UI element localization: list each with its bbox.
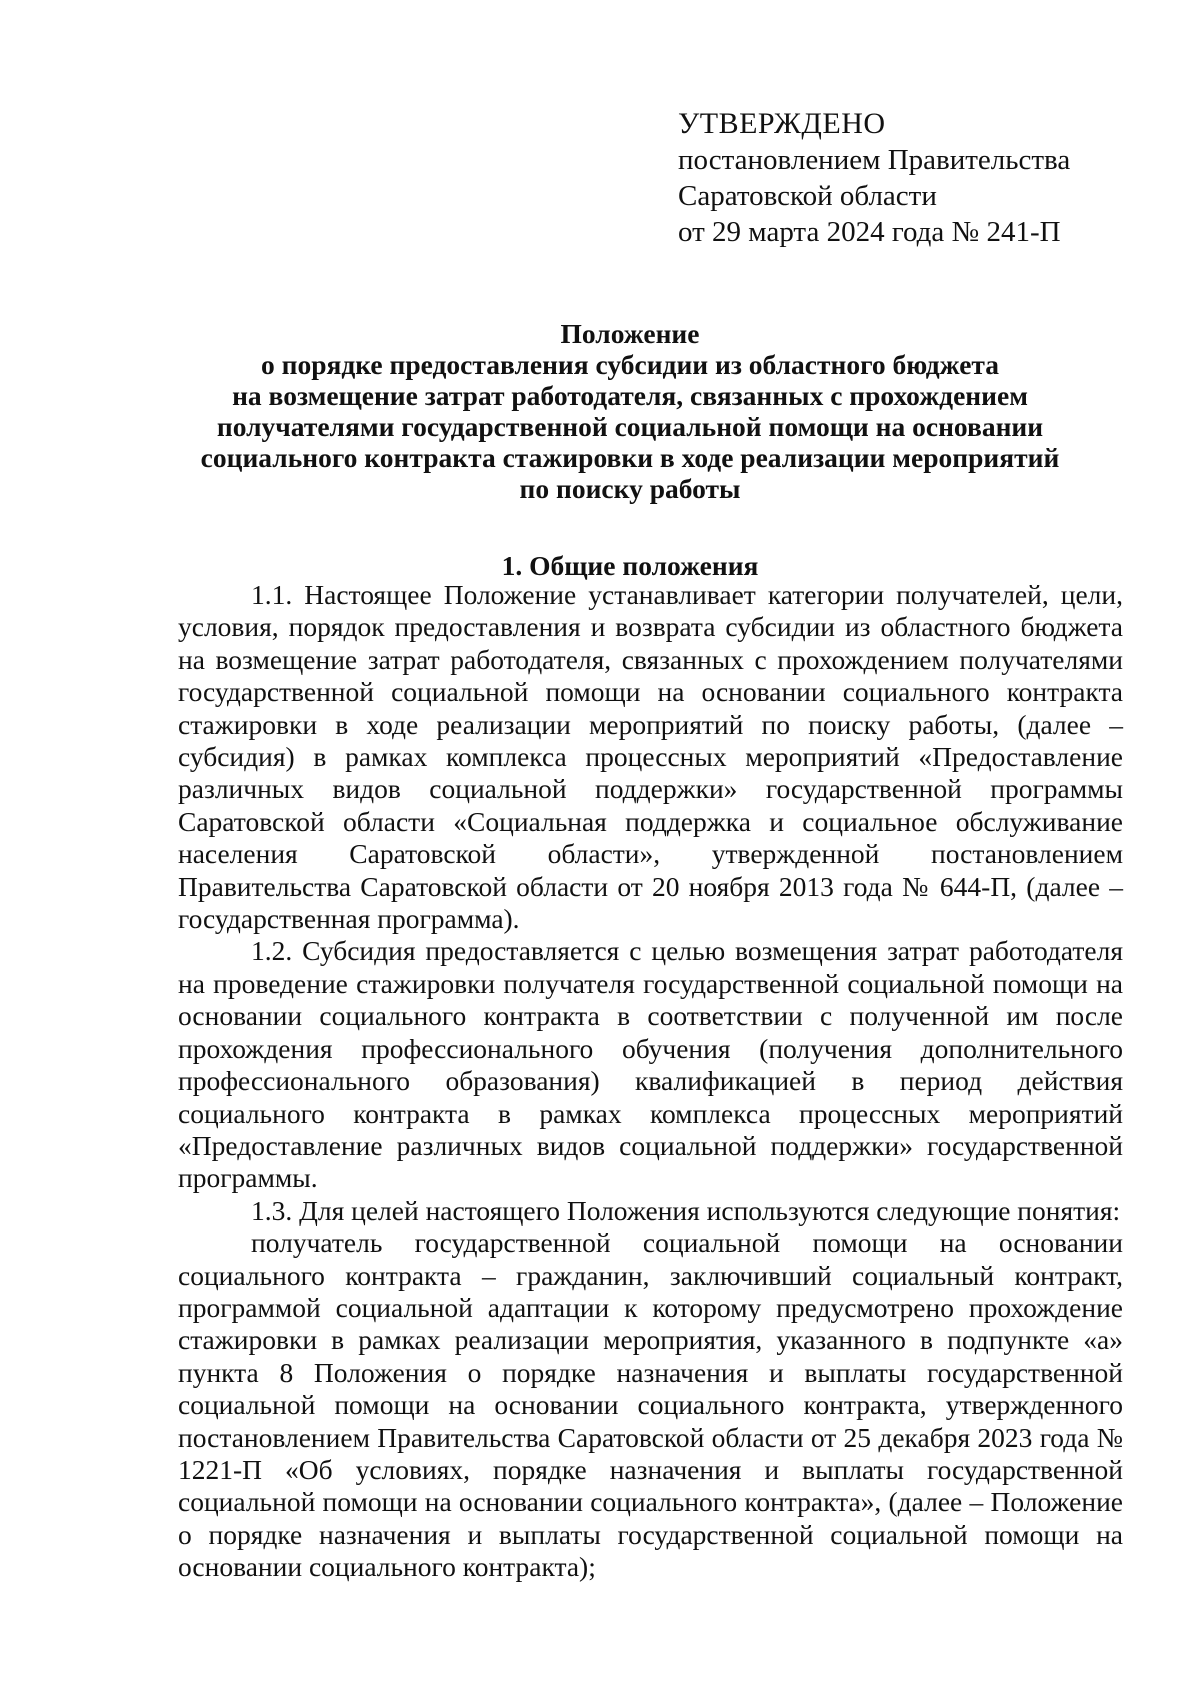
approval-block — [678, 106, 1070, 250]
title-line: социального контракта стажировки в ходе реализации мероприятий — [200, 442, 1060, 473]
section-heading: 1. Общие положения — [501, 550, 759, 581]
approval-stamp: УТВЕРЖДЕНО — [678, 107, 886, 140]
paragraph-1-2: 1.2. Субсидия предоставляется с целью возмещения затрат работодателя на проведение стажировки получателя государственной социальной помощи на основании социального контракта в соответствии с полученной им после прохождения профессионального обучения (получения дополнительного профессионального образования) квалификацией в период действия социального контракта в рамках комплекса процессных мероприятий «Предоставление различных видов социальной поддержки» государственной программы. — [178, 935, 1123, 1194]
title-line: Положение — [560, 318, 700, 349]
approval-line: от 29 марта 2024 года № 241-П — [678, 216, 1061, 248]
title-line: получателями государственной социальной помощи на основании — [216, 411, 1044, 442]
paragraph-1-3: 1.3. Для целей настоящего Положения используются следующие понятия: — [251, 1194, 1121, 1226]
document-title — [160, 318, 1100, 504]
approval-line: постановлением Правительства — [678, 144, 1071, 176]
paragraph-1-1: 1.1. Настоящее Положение устанавливает категории получателей, цели, условия, порядок предоставления и возврата субсидии из областного бюджета на возмещение затрат работодателя, связанных с прохождением получателями государственной социальной помощи на основании социального контракта стажировки в ходе реализации мероприятий по поиску работы, (далее – субсидия) в рамках комплекса процессных мероприятий «Предоставление различных видов социальной поддержки» государственной программы Саратовской области «Социальная поддержка и социальное обслуживание населения Саратовской области», утвержденной постановлением Правительства Саратовской области от 20 ноября 2013 года № 644-П, (далее – государственная программа). — [178, 579, 1123, 935]
approval-line: Саратовской области — [678, 180, 937, 212]
paragraph-1-3-definition: получатель государственной социальной помощи на основании социального контракта – гражданин, заключивший социальный контракт, программой социальной адаптации к которому предусмотрено прохождение стажировки в рамках реализации мероприятия, указанного в подпункте «а» пункта 8 Положения о порядке назначения и выплаты государственной социальной помощи на основании социального контракта, утвержденного постановлением Правительства Саратовской области от 25 декабря 2023 года № 1221-П «Об условиях, порядке назначения и выплаты государственной социальной помощи на основании социального контракта», (далее – Положение о порядке назначения и выплаты государственной социальной помощи на основании социального контракта); — [178, 1227, 1123, 1583]
title-line: на возмещение затрат работодателя, связанных с прохождением — [232, 380, 1028, 411]
title-line: по поиску работы — [519, 473, 741, 504]
title-line: о порядке предоставления субсидии из областного бюджета — [260, 349, 1000, 380]
section-body — [178, 579, 1123, 1584]
